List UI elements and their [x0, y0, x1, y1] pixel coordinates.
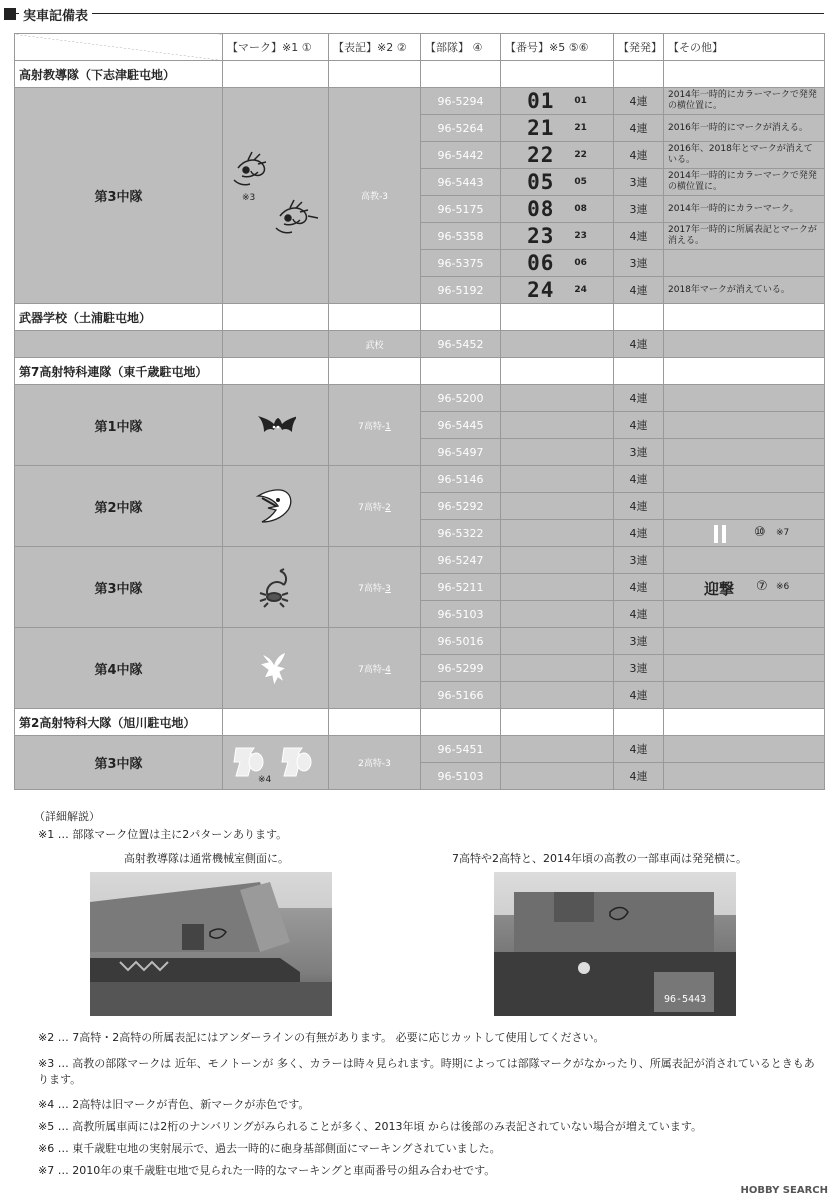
- reg-number: 96-5358: [421, 223, 501, 250]
- reg-number: 96-5211: [421, 574, 501, 601]
- remark: 2014年一時的にカラーマークで発発の横位置に。: [664, 169, 825, 196]
- section-row: [15, 358, 825, 385]
- unit-label-number: 2: [385, 502, 391, 513]
- vehicle-table: [14, 33, 825, 790]
- remark: 2017年一時的に所属表記とマークが消える。: [664, 223, 825, 250]
- reg-number: 96-5166: [421, 682, 501, 709]
- launcher-count: 4連: [614, 412, 664, 439]
- kanji-marking: 迎撃: [704, 580, 735, 598]
- launcher-count: 4連: [614, 115, 664, 142]
- reg-number: 96-5175: [421, 196, 501, 223]
- bat-mark-icon: [256, 412, 296, 438]
- vehicle-number-large: 22: [527, 143, 555, 167]
- launcher-count: 3連: [614, 250, 664, 277]
- reg-number: 96-5292: [421, 493, 501, 520]
- table-row: [15, 547, 825, 574]
- header-rule: [4, 13, 824, 14]
- vehicle-photo-right: [494, 872, 736, 1016]
- reg-number: 96-5442: [421, 142, 501, 169]
- photo-caption-right: 7高特や2高特と、2014年頃の高教の一部車両は発発横に。: [452, 852, 747, 865]
- reg-number: 96-5146: [421, 466, 501, 493]
- launcher-count: 3連: [614, 655, 664, 682]
- section-row: [15, 304, 825, 331]
- column-header-row: [15, 34, 825, 61]
- vehicle-number-small: 24: [574, 285, 587, 295]
- vehicle-number-small: 21: [574, 123, 587, 133]
- unit-name: 第2中隊: [15, 466, 223, 547]
- unit-label-number: 1: [385, 421, 391, 432]
- unit-name: 第3中隊: [15, 547, 223, 628]
- footnote-6: ※6 … 東千歳駐屯地の実射展示で、過去一時的に砲身基部側面にマーキングされていました。: [38, 1142, 501, 1155]
- vehicle-number-large: 24: [527, 278, 555, 302]
- vehicle-number-large: 01: [527, 89, 555, 113]
- col-label: 【表記】※2 ②: [329, 34, 421, 61]
- eagle-mark-icon: [254, 486, 298, 526]
- reg-number: 96-5497: [421, 439, 501, 466]
- photo-caption-left: 高射教導隊は通常機械室側面に。: [124, 852, 289, 865]
- asterisk-note: ※6: [776, 582, 790, 592]
- launcher-count: 4連: [614, 223, 664, 250]
- square-bullet-icon: [4, 8, 16, 20]
- section-row: [15, 709, 825, 736]
- launcher-count: 4連: [614, 520, 664, 547]
- launcher-count: 4連: [614, 493, 664, 520]
- launcher-count: 4連: [614, 466, 664, 493]
- vehicle-number-small: 06: [574, 258, 587, 268]
- reg-number: 96-5192: [421, 277, 501, 304]
- unit-name: 第3中隊: [15, 736, 223, 790]
- table-row: [15, 736, 825, 763]
- launcher-count: 4連: [614, 736, 664, 763]
- reg-number: 96-5294: [421, 88, 501, 115]
- table-row: [15, 466, 825, 493]
- reg-number: 96-5103: [421, 601, 501, 628]
- launcher-count: 3連: [614, 196, 664, 223]
- launcher-count: 3連: [614, 439, 664, 466]
- remark: 2016年一時的にマークが消える。: [664, 115, 825, 142]
- launcher-count: 4連: [614, 331, 664, 358]
- col-launch: 【発発】: [614, 34, 664, 61]
- reg-number: 96-5103: [421, 763, 501, 790]
- vehicle-number-small: 05: [574, 177, 587, 187]
- footnote-7: ※7 … 2010年の東千歳駐屯地で見られた一時的なマーキングと車両番号の組み合わせです。: [38, 1164, 496, 1177]
- vehicle-number-large: 23: [527, 224, 555, 248]
- table-row: [15, 88, 825, 115]
- asterisk-note: ※4: [257, 774, 271, 784]
- launcher-count: 4連: [614, 142, 664, 169]
- reg-number: 96-5451: [421, 736, 501, 763]
- vehicle-number-large: 08: [527, 197, 555, 221]
- reg-number: 96-5299: [421, 655, 501, 682]
- launcher-count: 4連: [614, 682, 664, 709]
- vehicle-photo-left: [90, 872, 332, 1016]
- unit-label: 7高特-: [358, 583, 386, 594]
- launcher-count: 4連: [614, 763, 664, 790]
- unit-label: 7高特-: [358, 502, 386, 513]
- pegasus-mark-icon: [254, 646, 298, 690]
- photo-plate-number: 96-5443: [664, 994, 707, 1005]
- unit-label: 高教-3: [361, 192, 388, 202]
- dragon-mark-icon: [228, 146, 324, 246]
- unit-label: 武校: [365, 340, 384, 351]
- reg-number: 96-5322: [421, 520, 501, 547]
- remark: [664, 250, 825, 277]
- reg-number: 96-5264: [421, 115, 501, 142]
- section-title: 第2高射特科大隊（旭川駐屯地）: [15, 709, 223, 736]
- section-title: 高射教導隊（下志津駐屯地）: [15, 61, 223, 88]
- diagonal-header-cell: [15, 34, 223, 61]
- vehicle-number-small: 08: [574, 204, 587, 214]
- remark: 2016年、2018年とマークが消えている。: [664, 142, 825, 169]
- vehicle-number-small: 22: [574, 150, 587, 160]
- unit-name: 第4中隊: [15, 628, 223, 709]
- launcher-count: 3連: [614, 169, 664, 196]
- col-mark: 【マーク】※1 ①: [223, 34, 329, 61]
- vehicle-number-large: 05: [527, 170, 555, 194]
- reg-number: 96-5443: [421, 169, 501, 196]
- unit-label-number: 3: [385, 583, 391, 594]
- unit-name: 第1中隊: [15, 385, 223, 466]
- circled-ref: ⑩: [754, 525, 766, 540]
- table-row: [15, 628, 825, 655]
- remark: 2014年一時的にカラーマークで発発の横位置に。: [664, 88, 825, 115]
- launcher-count: 4連: [614, 88, 664, 115]
- footnote-3: ※3 … 高教の部隊マークは 近年、モノトーンが 多く、カラーは時々見られます。時期によっては部隊マークがなかったり、所属表記が消されているときもあります。: [38, 1057, 815, 1086]
- pheasant-mark-icon: [228, 742, 324, 784]
- reg-number: 96-5016: [421, 628, 501, 655]
- col-unit: 【部隊】 ④: [421, 34, 501, 61]
- white-stripe-marking: [722, 525, 726, 543]
- asterisk-note: ※3: [241, 192, 255, 203]
- circled-ref: ⑦: [756, 579, 768, 594]
- vehicle-number-small: 23: [574, 231, 587, 241]
- section-header: [4, 4, 92, 24]
- watermark-credit: HOBBY SEARCH: [740, 1185, 828, 1196]
- remark: 2014年一時的にカラーマーク。: [664, 196, 825, 223]
- footnote-2: ※2 … 7高特・2高特の所属表記にはアンダーラインの有無があります。 必要に応じカットして使用してください。: [38, 1031, 605, 1044]
- reg-number: 96-5200: [421, 385, 501, 412]
- mark-cell: [223, 88, 329, 304]
- unit-label: 7高特-: [358, 421, 386, 432]
- footnote-1: ※1 … 部隊マーク位置は主に2パターンあります。: [38, 828, 288, 841]
- unit-label-number: 4: [385, 664, 391, 675]
- launcher-count: 3連: [614, 547, 664, 574]
- vehicle-number-large: 06: [527, 251, 555, 275]
- col-number: 【番号】※5 ⑤⑥: [501, 34, 614, 61]
- reg-number: 96-5247: [421, 547, 501, 574]
- reg-number: 96-5375: [421, 250, 501, 277]
- vehicle-number-small: 01: [574, 96, 587, 106]
- launcher-count: 4連: [614, 277, 664, 304]
- page-title: 実車記備表: [19, 5, 92, 24]
- launcher-count: 3連: [614, 628, 664, 655]
- scorpion-mark-icon: [256, 565, 296, 609]
- section-title: 第7高射特科連隊（東千歳駐屯地）: [15, 358, 223, 385]
- vehicle-silhouette: [90, 872, 332, 1016]
- remark: 2018年マークが消えている。: [664, 277, 825, 304]
- launcher-count: 4連: [614, 601, 664, 628]
- white-stripe-marking: [714, 525, 718, 543]
- launcher-count: 4連: [614, 385, 664, 412]
- table-row: [15, 385, 825, 412]
- details-heading: （詳細解説）: [34, 810, 100, 823]
- section-row: [15, 61, 825, 88]
- footnote-5: ※5 … 高教所属車両には2桁のナンバリングがみられることが多く、2013年頃 からは後部のみ表記されていない場合が増えています。: [38, 1120, 703, 1133]
- unit-label: 7高特-: [358, 664, 386, 675]
- reg-number: 96-5452: [421, 331, 501, 358]
- col-other: 【その他】: [664, 34, 825, 61]
- reg-number: 96-5445: [421, 412, 501, 439]
- unit-name: 第3中隊: [15, 88, 223, 304]
- footnote-4: ※4 … 2高特は旧マークが青色、新マークが赤色です。: [38, 1098, 310, 1111]
- section-title: 武器学校（土浦駐屯地）: [15, 304, 223, 331]
- asterisk-note: ※7: [776, 528, 790, 538]
- vehicle-number-large: 21: [527, 116, 555, 140]
- table-row: [15, 331, 825, 358]
- launcher-count: 4連: [614, 574, 664, 601]
- unit-label: 2高特-3: [358, 759, 391, 769]
